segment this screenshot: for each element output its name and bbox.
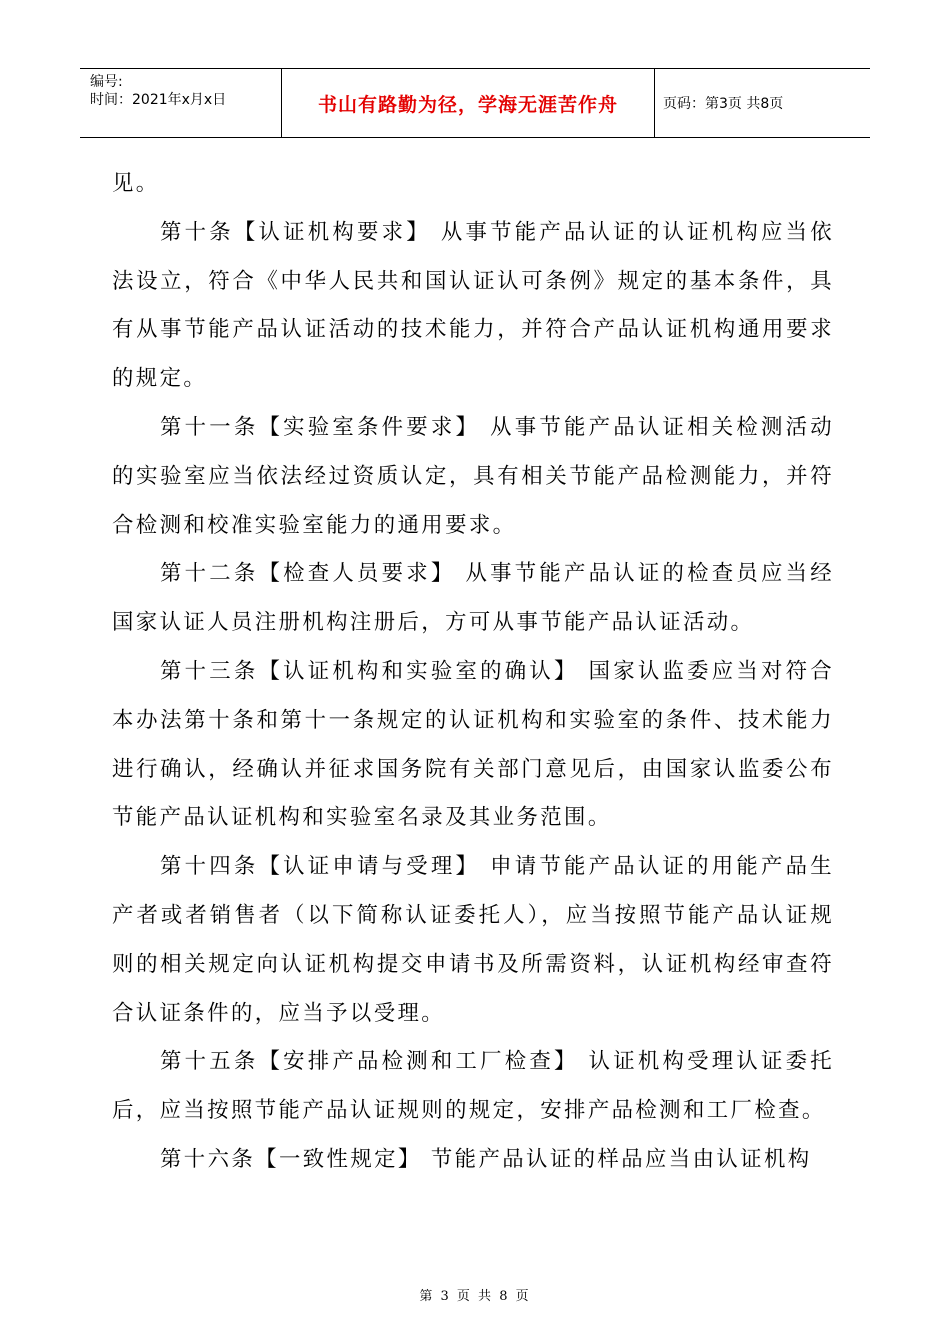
document-number-label: 编号: (90, 74, 123, 90)
header-page-info: 页码：第3页 共8页 (663, 96, 784, 112)
document-time-label: 时间：2021年x月x日 (90, 92, 227, 108)
article-16: 第十六条【一致性规定】 节能产品认证的样品应当由认证机构 (160, 1146, 812, 1172)
paragraph-continuation: 见。 (112, 171, 160, 196)
article-15: 第十五条【安排产品检测和工厂检查】 认证机构受理认证委托后，应当按照节能产品认证规则的规定，安排产品检测和工厂检查。 (112, 1049, 834, 1124)
header-meta-cell (80, 69, 282, 137)
document-header (80, 68, 870, 138)
article-11: 第十一条【实验室条件要求】 从事节能产品认证相关检测活动的实验室应当依法经过资质认定，具有相关节能产品检测能力，并符合检测和校准实验室能力的通用要求。 (112, 414, 834, 538)
page-footer: 第 3 页 共 8 页 (419, 1289, 531, 1304)
article-10: 第十条【认证机构要求】 从事节能产品认证的认证机构应当依法设立，符合《中华人民共和国认证认可条例》规定的基本条件，具有从事节能产品认证活动的技术能力，并符合产品认证机构通用要求的规定。 (112, 219, 834, 392)
header-motto: 书山有路勤为径，学海无涯苦作舟 (282, 69, 655, 137)
document-body (112, 160, 834, 1185)
article-13: 第十三条【认证机构和实验室的确认】 国家认监委应当对符合本办法第十条和第十一条规定的认证机构和实验室的条件、技术能力进行确认，经确认并征求国务院有关部门意见后，由国家认监委公布节能产品认证机构和实验室名录及其业务范围。 (112, 658, 834, 831)
article-12: 第十二条【检查人员要求】 从事节能产品认证的检查员应当经国家认证人员注册机构注册后，方可从事节能产品认证活动。 (112, 561, 834, 636)
article-14: 第十四条【认证申请与受理】 申请节能产品认证的用能产品生产者或者销售者（以下简称认证委托人），应当按照节能产品认证规则的相关规定向认证机构提交申请书及所需资料，认证机构经审查符合认证条件的，应当予以受理。 (112, 854, 834, 1026)
